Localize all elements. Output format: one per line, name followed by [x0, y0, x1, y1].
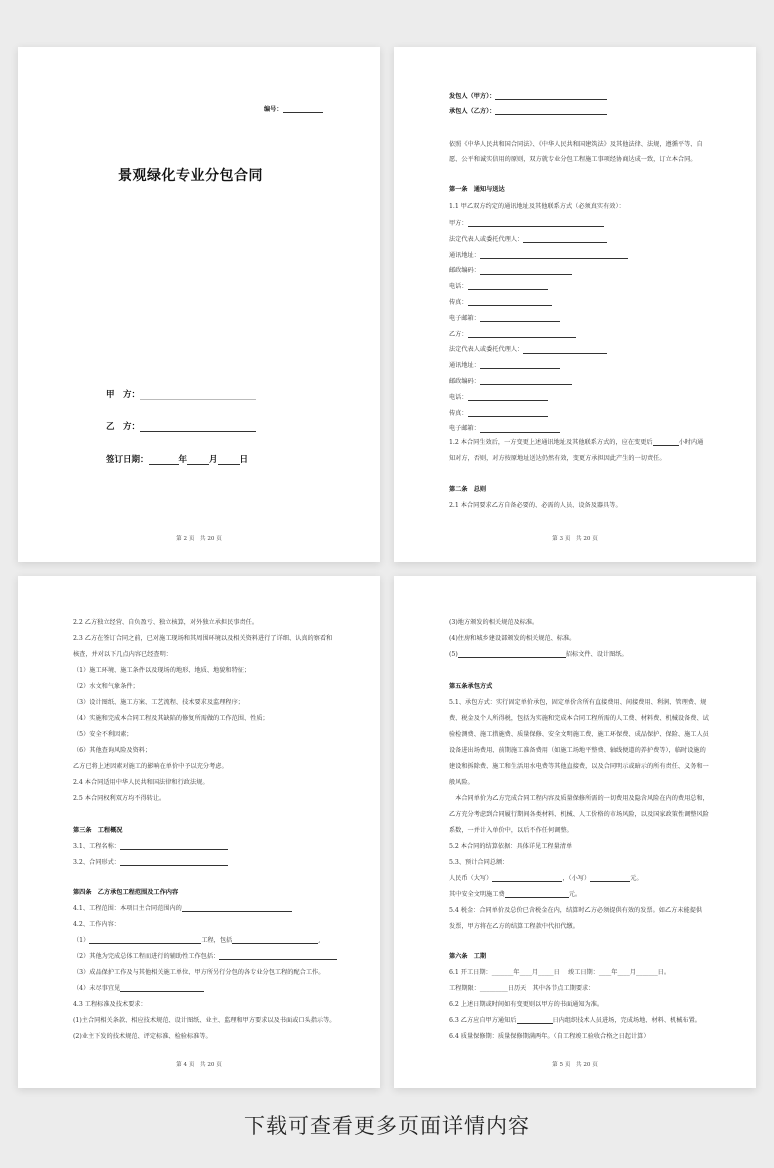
- fill-blank: [458, 652, 566, 658]
- contact-field-label: 甲方：: [449, 220, 468, 227]
- text-line: 乙方已将上述因素对施工的影响在单价中予以充分考虑。: [73, 763, 228, 770]
- rmb-upper-label: 人民币（大写）: [449, 875, 493, 882]
- settlement-basis: 5.2 本合同的结算依据：具体详见工程量清单: [449, 843, 573, 850]
- contact-field-label: 邮政编码：: [449, 378, 480, 385]
- contractor-a-label: 发包人（甲方）：: [449, 93, 496, 100]
- contract-number-blank: [283, 107, 323, 113]
- text-line: (2)业主下发的技术规范、评定标准、检验标准等。: [73, 1033, 212, 1040]
- contact-field-blank: [480, 253, 628, 259]
- work-content-item: （3）成品保护工作及与其他相关施工单位、甲方所另行分包的各专业分包工程的配合工作。: [73, 969, 325, 976]
- contract-page-3: [394, 47, 756, 562]
- contact-field-row: [449, 268, 572, 274]
- month-blank: [187, 456, 209, 465]
- contract-number-label: 编号：: [264, 106, 283, 113]
- download-caption[interactable]: 下载可查看更多页面详情内容: [244, 1114, 530, 1138]
- project-name-blank: [120, 844, 228, 850]
- contact-field-label: 传真：: [449, 299, 468, 306]
- party-a-blank: [140, 391, 256, 400]
- work-item-blank: [219, 954, 337, 960]
- contact-field-blank: [468, 300, 552, 306]
- text-line: 2.3 乙方在签订合同之前，已对施工现场和其周围环境以及相关资料进行了详细、认真的察看和: [73, 635, 333, 642]
- project-name-label: 3.1、工程名称：: [73, 843, 120, 850]
- text-line: 乙方充分考虑到合同履行期间各类材料、机械、人工价格的市场风险，以及国家政策性调整风险: [449, 811, 709, 818]
- work-content-item: [73, 986, 204, 992]
- text-line: 验检测费、施工措施费、质量保修、安全文明施工费、施工环保费、成品保护、保险、施工人员: [449, 731, 709, 738]
- article-4-title: 第四条 乙方承包工程范围及工作内容: [73, 889, 179, 896]
- list-item: （3）设计图纸、施工方案、工艺流程、技术要求及监理程序；: [73, 699, 244, 706]
- contact-field-blank: [468, 332, 576, 338]
- list-item: （6）其他查询风险及资料；: [73, 747, 152, 754]
- article-1-2-text: 小时内通: [678, 439, 704, 446]
- contractor-b-blank: [495, 109, 607, 115]
- contract-number-row: [264, 104, 323, 113]
- contact-field-row: [449, 347, 607, 353]
- text: 6.3 乙方应自甲方通知后: [449, 1017, 517, 1024]
- days-blank: [517, 1018, 553, 1024]
- text-line: 2.5 本合同权利双方均不得转让。: [73, 795, 166, 802]
- text-line: 本合同单价为乙方完成合同工程内容及质量保修所需的一切费用及隐含风险在内的费用总和，: [449, 795, 709, 802]
- intro-line: 愿、公平和诚实信用的原则，双方就专业分包工程施工事项经协商达成一致，订立本合同。: [449, 156, 697, 163]
- rmb-lower-label: ，（小写）: [562, 875, 591, 882]
- text-line: 6.1 开工日期：_______年____月_____日 竣工日期：____年____月_______日。: [449, 969, 671, 976]
- article-1-2-line: [449, 440, 703, 446]
- contact-field-blank: [468, 284, 548, 290]
- contract-form-blank: [120, 860, 228, 866]
- contract-form-label: 3.2、合同形式：: [73, 859, 120, 866]
- contact-field-label: 法定代表人或委托代理人：: [449, 235, 524, 243]
- list-item: （1）施工环境、施工条件以及现场的地形、地质、地貌和特征；: [73, 667, 251, 674]
- text-line: [449, 1018, 701, 1024]
- text-line: (4)住房和城乡建设部颁发的相关规范、标准。: [449, 635, 576, 642]
- text-line: 6.2 上述日期或时间如有变更则以甲方的书面通知为准。: [449, 1001, 604, 1008]
- contact-field-row: [449, 379, 572, 385]
- article-1-title: 第一条 通知与送达: [449, 186, 505, 193]
- contact-field-blank: [468, 395, 548, 401]
- party-a-label: 甲 方：: [106, 390, 141, 400]
- list-item: （4）实施和完成本合同工程及其缺陷的修复所需做的工作范围、性质；: [73, 715, 269, 722]
- work-item-text: （4）未尽事宜见: [73, 985, 121, 992]
- project-name-row: [73, 844, 228, 850]
- contact-field-label: 通讯地址：: [449, 362, 480, 370]
- contact-field-row: [449, 237, 607, 243]
- contact-field-blank: [468, 411, 548, 417]
- text: 日内组织技术人员进场，完成场地、材料、机械布置。: [552, 1017, 701, 1024]
- contractor-a-row: [449, 94, 607, 100]
- list-item: （2）水文和气象条件；: [73, 683, 139, 690]
- text-line: 核查，并对以下几点内容已经查明：: [73, 651, 172, 658]
- article-1-2-text: 1.2 本合同生效后，一方变更上述通讯地址及其他联系方式的，应在变更后: [449, 439, 653, 446]
- contract-page-2: [18, 47, 380, 562]
- contact-field-blank: [480, 379, 572, 385]
- party-a-row: [106, 388, 256, 400]
- text-line: 2.4 本合同适用中华人民共和国法律和行政法规。: [73, 779, 209, 786]
- text-line: 4.3 工程标准及技术要求：: [73, 1001, 147, 1008]
- contact-field-row: [449, 221, 604, 227]
- item-number: (5): [449, 651, 458, 658]
- year-label: 年: [178, 455, 188, 465]
- article-5-title: 第五条承包方式: [449, 683, 493, 690]
- rmb-unit: 元。: [630, 875, 643, 882]
- watermark: [79, 247, 107, 281]
- safety-fee-unit: 元。: [568, 891, 582, 898]
- contact-field-row: [449, 411, 548, 417]
- contact-field-label: 法定代表人或委托代理人：: [449, 346, 524, 354]
- text-line: 系数，一并计入单价中，以后不作任何调整。: [449, 827, 573, 834]
- contract-form-row: [73, 860, 228, 866]
- article-1-2-line: 知对方，否则，对方按原地址送达仍然有效，变更方承担因此产生的一切责任。: [449, 455, 666, 462]
- work-content-item: [73, 954, 337, 960]
- text-line: 5.4 税金：合同单价及总价已含税金在内，结算时乙方必须提供有效的发票。如乙方未能提供: [449, 907, 703, 914]
- contact-field-row: [449, 300, 552, 306]
- work-item-blank: [232, 938, 318, 944]
- item-number: （1）: [73, 937, 90, 944]
- safety-fee-blank: [505, 892, 569, 898]
- contact-field-blank: [480, 427, 560, 433]
- article-2-title: 第二条 总则: [449, 486, 487, 493]
- contact-field-label: 乙方：: [449, 330, 468, 338]
- safety-fee-label: 其中安全文明施工费: [449, 891, 505, 898]
- contact-field-blank: [523, 348, 607, 354]
- work-item-blank: [120, 986, 204, 992]
- contract-title: 景观绿化专业分包合同: [118, 168, 263, 184]
- contact-field-row: [449, 395, 548, 401]
- text-line: 费、税金及个人所得税，包括为实施和完成本合同工程所需的人工费、材料费、机械设备费、试: [449, 715, 709, 722]
- text-line: [449, 652, 628, 658]
- month-label: 月: [209, 455, 218, 465]
- party-b-blank: [140, 423, 256, 432]
- contact-field-row: [449, 316, 560, 322]
- contact-field-label: 电子邮箱：: [449, 314, 480, 322]
- page-footer: 第 3 页 共 20 页: [552, 536, 598, 542]
- contact-field-row: [449, 253, 628, 259]
- text-line: 建设和拆除费、施工和生活用水电费等其他直接费，以及合同明示或暗示的所有责任、义务和一: [449, 763, 709, 770]
- work-content-label: 4.2、工作内容：: [73, 921, 120, 928]
- contact-field-label: 传真：: [449, 409, 468, 417]
- text-line: 5.1、承包方式：实行固定单价承包，固定单价含所有直接费用、间接费用、利润、管理费、规: [449, 699, 707, 706]
- work-content-item: （1） 工程，包括 ,: [73, 937, 321, 944]
- rmb-upper-blank: [492, 876, 562, 882]
- work-item-blank: [89, 938, 201, 944]
- page-footer: 第 4 页 共 20 页: [176, 1062, 222, 1068]
- day-label: 日: [239, 455, 249, 465]
- contact-field-label: 电话：: [449, 393, 468, 401]
- contact-field-row: [449, 426, 560, 432]
- work-scope-label: 4.1、工程范围：本项目主合同范围内的: [73, 905, 182, 912]
- text-line: 设备进出场费用、前期施工准备费用（如施工场地平整费、轴线便道的养护费等），临时设施的: [449, 747, 706, 754]
- sign-date-row: [106, 453, 248, 465]
- contract-page-4: [18, 576, 380, 1088]
- item-text: 招标文件、设计图纸。: [565, 651, 628, 658]
- work-scope-blank: [182, 906, 292, 912]
- list-item: （5）安全不利因素；: [73, 731, 133, 738]
- work-item-text: 工程，包括: [201, 937, 233, 944]
- contact-field-blank: [480, 363, 560, 369]
- party-b-row: [106, 420, 256, 432]
- sign-date-label: 签订日期：: [106, 455, 149, 465]
- contact-field-blank: [480, 269, 572, 275]
- article-1-1: 1.1 甲乙双方约定的通讯地址及其他联系方式（必须真实有效）：: [449, 203, 625, 210]
- contractor-a-blank: [495, 94, 607, 100]
- text-line: 6.4 质量保修期：质量保修期满两年。（自工程竣工验收合格之日起计算）: [449, 1033, 650, 1040]
- article-2-1: 2.1 本合同要求乙方自备必要的、必需的人员、设备及器具等。: [449, 502, 622, 509]
- page-footer: 第 2 页 共 20 页: [176, 536, 222, 542]
- contract-total-label: 5.3、预计合同总额：: [449, 859, 509, 866]
- contractor-b-label: 承包人（乙方）：: [449, 108, 496, 115]
- rmb-lower-blank: [590, 876, 630, 882]
- text-line: 工程期限：_________日历天 其中各节点工期要求：: [449, 985, 595, 992]
- work-scope-row: [73, 906, 292, 912]
- text-line: (3)地方颁发的相关规范及标准。: [449, 619, 539, 626]
- contact-field-row: [449, 284, 548, 290]
- text-line: 2.2 乙方独立经营、自负盈亏、独立核算，对外独立承担民事责任。: [73, 619, 259, 626]
- article-3-title: 第三条 工程概况: [73, 827, 123, 834]
- contractor-b-row: [449, 109, 607, 115]
- contact-field-row: [449, 332, 576, 338]
- contact-field-blank: [468, 221, 604, 227]
- contact-field-row: [449, 363, 560, 369]
- work-item-text: （2）其他为完成总体工程而进行的辅助性工作包括：: [73, 953, 220, 960]
- contract-page-5: [394, 576, 756, 1088]
- page-footer: 第 5 页 共 20 页: [552, 1062, 598, 1068]
- text-line: (1)主合同相关条款、相应技术规范、设计图纸、业主、监理和甲方要求以及书面或口头指示等。: [73, 1017, 336, 1024]
- year-blank: [149, 456, 179, 465]
- contact-field-blank: [480, 316, 560, 322]
- text-line: 发票，甲方将在乙方的结算工程款中代扣代缴。: [449, 923, 579, 930]
- hours-blank: [653, 440, 679, 446]
- party-b-label: 乙 方：: [106, 422, 141, 432]
- article-6-title: 第六条 工期: [449, 953, 487, 960]
- text-line: 般风险。: [449, 779, 474, 786]
- day-blank: [218, 456, 240, 465]
- contact-field-label: 电子邮箱：: [449, 425, 480, 433]
- contact-field-label: 通讯地址：: [449, 251, 480, 259]
- contact-field-blank: [523, 237, 607, 243]
- safety-fee-row: [449, 892, 581, 898]
- contact-field-label: 电话：: [449, 283, 468, 291]
- contact-field-label: 邮政编码：: [449, 267, 480, 275]
- rmb-amount-row: [449, 876, 643, 882]
- intro-line: 依照《中华人民共和国合同法》、《中华人民共和国建筑法》及其他法律、法规，遵循平等、自: [449, 141, 703, 148]
